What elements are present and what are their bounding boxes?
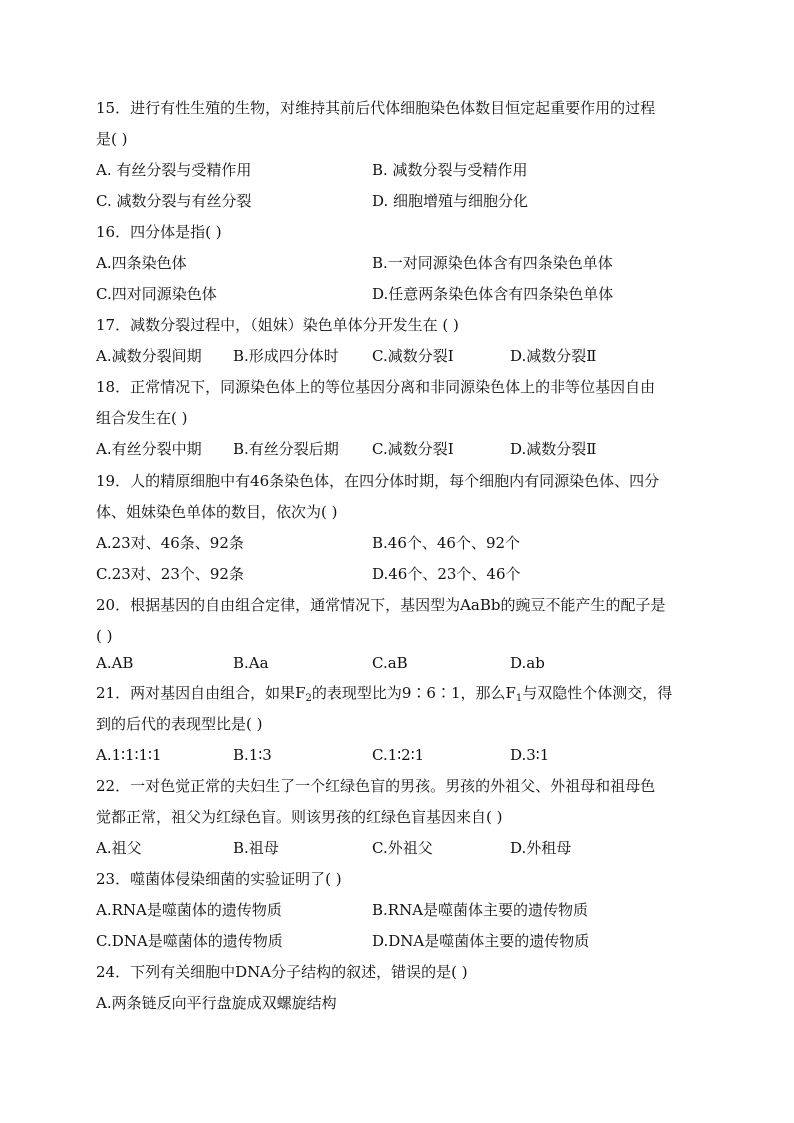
q21-stem-part-1: 21．两对基因自由组合，如果F [96, 684, 306, 702]
q21-option-b: B.1∶3 [233, 746, 272, 764]
q24-option-a: A.两条链反向平行盘旋成双螺旋结构 [96, 994, 337, 1012]
q21-option-a: A.1∶1∶1∶1 [96, 746, 162, 764]
q21-subscript-2: 2 [305, 693, 312, 704]
q23-option-a: A.RNA是噬菌体的遗传物质 [96, 901, 282, 919]
q17-option-b: B.形成四分体时 [233, 347, 339, 365]
question-24-stem: 24．下列有关细胞中DNA分子结构的叙述，错误的是( ) [96, 963, 468, 981]
q15-option-a: A. 有丝分裂与受精作用 [96, 161, 252, 179]
question-21-stem [96, 683, 672, 703]
q19-option-b: B.46个、46个、92个 [372, 534, 521, 552]
q23-option-b: B.RNA是噬菌体主要的遗传物质 [372, 901, 589, 919]
q21-subscript-1: 1 [515, 693, 523, 704]
q18-option-a: A.有丝分裂中期 [96, 440, 202, 458]
q18-option-b: B.有丝分裂后期 [233, 440, 339, 458]
question-18-stem: 18．正常情况下，同源染色体上的等位基因分离和非同源染色体上的非等位基因自由 [96, 378, 656, 396]
question-16-stem: 16．四分体是指( ) [96, 223, 222, 241]
q23-option-d: D.DNA是噬菌体主要的遗传物质 [372, 932, 590, 950]
question-17-stem: 17．减数分裂过程中，（姐妹）染色单体分开发生在 ( ) [96, 316, 459, 334]
question-18-stem-cont: 组合发生在( ) [96, 409, 188, 427]
q22-option-b: B.祖母 [233, 839, 279, 857]
q16-option-a: A.四条染色体 [96, 254, 187, 272]
q21-stem-part-3: 与双隐性个体测交，得 [522, 684, 673, 702]
q17-option-c: C.减数分裂Ⅰ [372, 347, 454, 365]
q18-option-d: D.减数分裂Ⅱ [510, 440, 597, 458]
question-22-stem: 22．一对色觉正常的夫妇生了一个红绿色盲的男孩。男孩的外祖父、外祖母和祖母色 [96, 777, 656, 795]
q15-option-b: B. 减数分裂与受精作用 [372, 161, 528, 179]
question-15-stem-cont: 是( ) [96, 130, 128, 148]
question-15-stem: 15．进行有性生殖的生物，对维持其前后代体细胞染色体数目恒定起重要作用的过程 [96, 99, 656, 117]
q16-option-b: B.一对同源染色体含有四条染色单体 [372, 254, 613, 272]
q19-option-d: D.46个、23个、46个 [372, 565, 521, 583]
q20-option-c: C.aB [372, 654, 408, 672]
q19-option-a: A.23对、46条、92条 [96, 534, 244, 552]
q15-option-c: C. 减数分裂与有丝分裂 [96, 192, 252, 210]
q18-option-c: C.减数分裂Ⅰ [372, 440, 454, 458]
q17-option-d: D.减数分裂Ⅱ [510, 347, 597, 365]
q19-option-c: C.23对、23个、92条 [96, 565, 244, 583]
question-19-stem: 19．人的精原细胞中有46条染色体，在四分体时期，每个细胞内有同源染色体、四分 [96, 472, 660, 490]
q16-option-d: D.任意两条染色体含有四条染色单体 [372, 285, 614, 303]
question-22-stem-cont: 觉都正常，祖父为红绿色盲。则该男孩的红绿色盲基因来自( ) [96, 808, 503, 826]
q22-option-d: D.外租母 [510, 839, 572, 857]
q21-option-d: D.3∶1 [510, 746, 550, 764]
q16-option-c: C.四对同源染色体 [96, 285, 217, 303]
question-21-stem-cont: 到的后代的表现型比是( ) [96, 715, 263, 733]
q22-option-c: C.外祖父 [372, 839, 433, 857]
q15-option-d: D. 细胞增殖与细胞分化 [372, 192, 529, 210]
q17-option-a: A.减数分裂间期 [96, 347, 202, 365]
q23-option-c: C.DNA是噬菌体的遗传物质 [96, 932, 283, 950]
q21-stem-part-2: 的表现型比为9∶6∶1，那么F [311, 684, 516, 702]
question-23-stem: 23．噬菌体侵染细菌的实验证明了( ) [96, 870, 342, 888]
q21-option-c: C.1∶2∶1 [372, 746, 425, 764]
q20-option-d: D.ab [510, 654, 545, 672]
question-20-stem-cont: ( ) [96, 627, 113, 645]
question-20-stem: 20．根据基因的自由组合定律，通常情况下，基因型为AaBb的豌豆不能产生的配子是 [96, 596, 666, 614]
q22-option-a: A.祖父 [96, 839, 142, 857]
q20-option-a: A.AB [96, 654, 134, 672]
q20-option-b: B.Aa [233, 654, 269, 672]
question-19-stem-cont: 体、姐妹染色单体的数目，依次为( ) [96, 503, 338, 521]
